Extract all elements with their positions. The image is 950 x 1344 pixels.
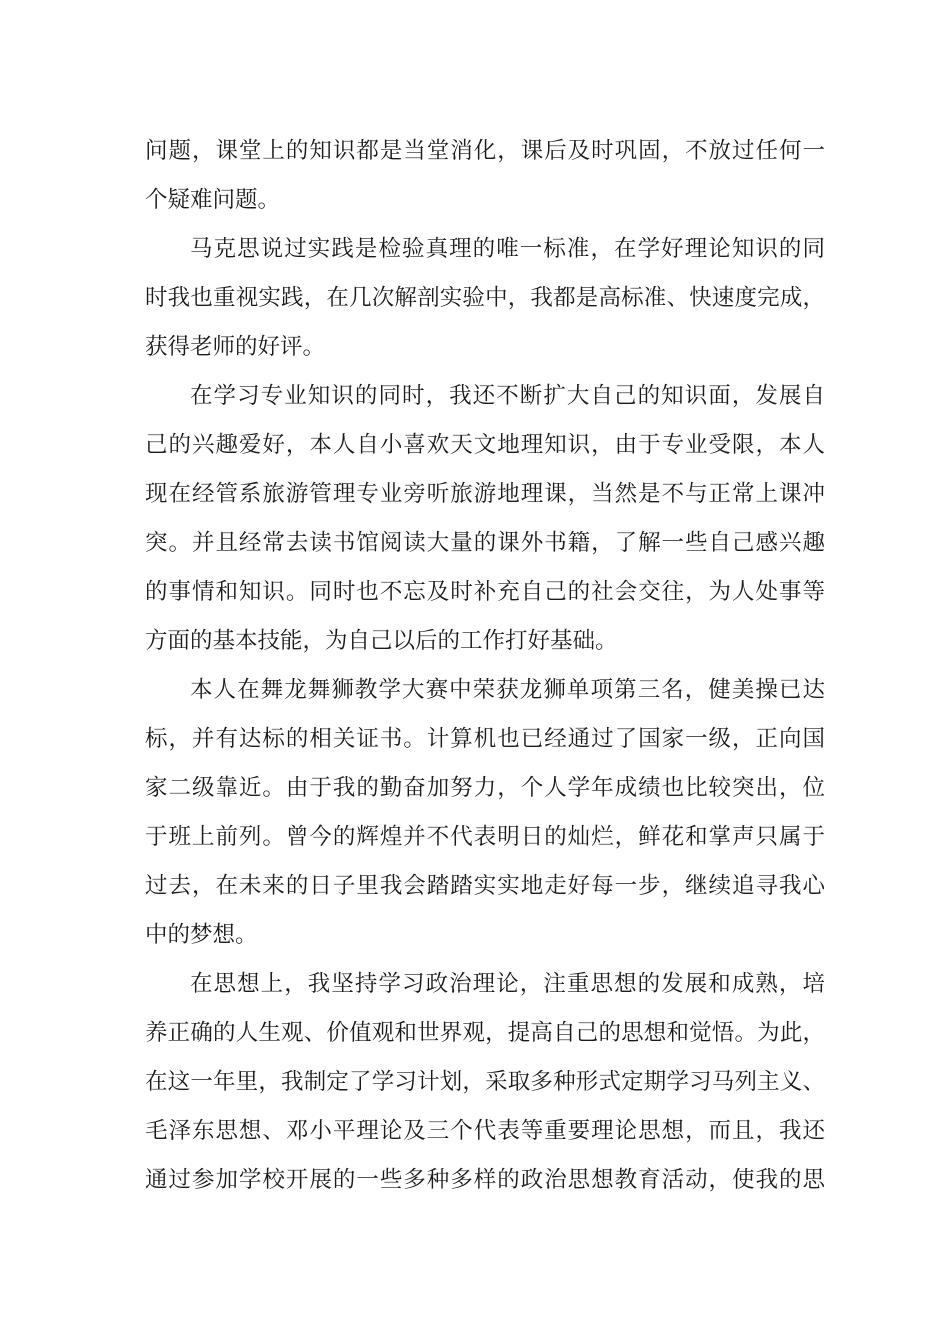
text-line: 通过参加学校开展的一些多种多样的政治思想教育活动，使我的思 — [145, 1167, 825, 1193]
text-line: 中的梦想。 — [145, 922, 258, 948]
paragraph — [145, 372, 825, 666]
paragraph — [145, 127, 825, 225]
text-line: 在思想上，我坚持学习政治理论，注重思想的发展和成熟，培 — [190, 971, 825, 997]
document-body — [145, 127, 825, 1205]
text-line: 毛泽东思想、邓小平理论及三个代表等重要理论思想，而且，我还 — [145, 1118, 825, 1144]
text-line: 现在经管系旅游管理专业旁听旅游地理课，当然是不与正常上课冲 — [145, 481, 825, 507]
text-line: 突。并且经常去读书馆阅读大量的课外书籍，了解一些自己感兴趣 — [145, 530, 825, 556]
text-line: 本人在舞龙舞狮教学大赛中荣获龙狮单项第三名，健美操已达 — [190, 677, 825, 703]
text-line: 问题，课堂上的知识都是当堂消化，课后及时巩固，不放过任何一 — [145, 138, 825, 164]
text-line: 个疑难问题。 — [145, 187, 281, 213]
text-line: 获得老师的好评。 — [145, 334, 326, 360]
paragraph — [145, 960, 825, 1205]
text-line: 养正确的人生观、价值观和世界观，提高自己的思想和觉悟。为此， — [145, 1020, 825, 1046]
text-line: 马克思说过实践是检验真理的唯一标准，在学好理论知识的同 — [190, 236, 825, 262]
text-line: 在这一年里，我制定了学习计划，采取多种形式定期学习马列主义、 — [145, 1069, 825, 1095]
text-line: 家二级靠近。由于我的勤奋加努力，个人学年成绩也比较突出，位 — [145, 775, 825, 801]
text-line: 过去，在未来的日子里我会踏踏实实地走好每一步，继续追寻我心 — [145, 873, 825, 899]
text-line: 时我也重视实践，在几次解剖实验中，我都是高标准、快速度完成， — [145, 285, 825, 311]
text-line: 方面的基本技能，为自己以后的工作打好基础。 — [145, 628, 618, 654]
paragraph — [145, 225, 825, 372]
text-line: 的事情和知识。同时也不忘及时补充自己的社会交往，为人处事等 — [145, 579, 825, 605]
text-line: 己的兴趣爱好，本人自小喜欢天文地理知识，由于专业受限，本人 — [145, 432, 825, 458]
text-line: 标，并有达标的相关证书。计算机也已经通过了国家一级，正向国 — [145, 726, 825, 752]
text-line: 于班上前列。曾今的辉煌并不代表明日的灿烂，鲜花和掌声只属于 — [145, 824, 825, 850]
text-line: 在学习专业知识的同时，我还不断扩大自己的知识面，发展自 — [190, 383, 825, 409]
paragraph — [145, 666, 825, 960]
